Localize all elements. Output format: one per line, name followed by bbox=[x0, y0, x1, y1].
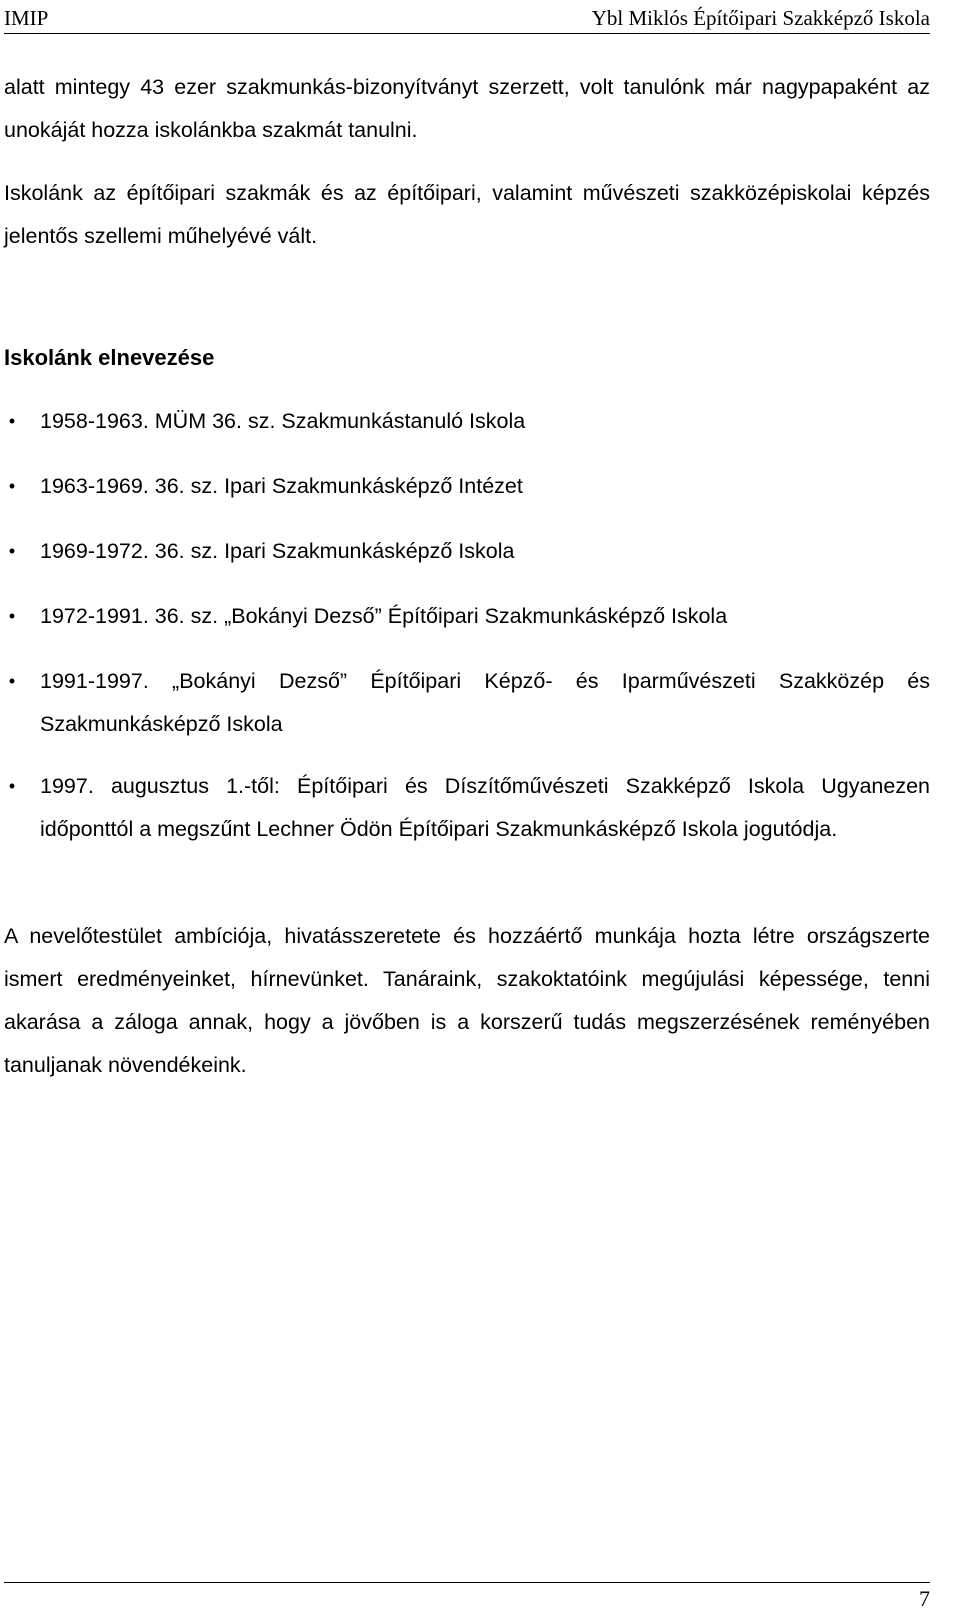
list-item-text: 1991-1997. „Bokányi Dezső” Építőipari Képző- és Iparművészeti Szakközép és Szakmunkásképző Iskola bbox=[40, 669, 930, 736]
header-left-label: IMIP bbox=[4, 6, 49, 30]
paragraph-staff: A nevelőtestület ambíciója, hivatásszeretete és hozzáértő munkája hozta létre országszerte ismert eredményeinket, hírnevünket. Tanáraink, szakoktatóink megújulási képessége, tenni akarása a záloga annak, hogy a jövőben is a korszerű tudás megszerzésének reményében tanuljanak növendékeink. bbox=[4, 924, 930, 1077]
list-item bbox=[0, 465, 930, 508]
list-item bbox=[0, 400, 930, 443]
list-item bbox=[0, 530, 930, 573]
list-item-text: 1958-1963. MÜM 36. sz. Szakmunkástanuló Iskola bbox=[40, 409, 526, 433]
paragraph-workshop: Iskolánk az építőipari szakmák és az építőipari, valamint művészeti szakközépiskolai képzés jelentős szellemi műhelyévé vált. bbox=[4, 181, 930, 248]
bullet-icon: • bbox=[8, 606, 16, 626]
list-item-text: 1963-1969. 36. sz. Ipari Szakmunkásképző Intézet bbox=[40, 474, 523, 498]
header-school-name: Ybl Miklós Építőipari Szakképző Iskola bbox=[591, 6, 930, 30]
bullet-icon: • bbox=[8, 476, 16, 496]
paragraph-intro: alatt mintegy 43 ezer szakmunkás-bizonyítványt szerzett, volt tanulónk már nagypapaként az unokáját hozza iskolánkba szakmát tanulni. bbox=[4, 75, 930, 142]
list-item-text: 1972-1991. 36. sz. „Bokányi Dezső” Építőipari Szakmunkásképző Iskola bbox=[40, 604, 728, 628]
list-item-text: 1997. augusztus 1.-től: Építőipari és Díszítőművészeti Szakképző Iskola Ugyanezen időponttól a megszűnt Lechner Ödön Építőipari Szakmunkásképző Iskola jogutódja. bbox=[40, 774, 930, 841]
bullet-icon: • bbox=[8, 776, 16, 796]
page-number: 7 bbox=[4, 1582, 930, 1613]
list-item bbox=[0, 660, 930, 746]
page-header bbox=[4, 0, 930, 34]
list-item bbox=[0, 765, 930, 851]
school-name-list bbox=[0, 400, 930, 873]
section-heading: Iskolánk elnevezése bbox=[4, 345, 215, 370]
list-item-text: 1969-1972. 36. sz. Ipari Szakmunkásképző Iskola bbox=[40, 539, 515, 563]
bullet-icon: • bbox=[8, 541, 16, 561]
list-item bbox=[0, 595, 930, 638]
bullet-icon: • bbox=[8, 671, 16, 691]
bullet-icon: • bbox=[8, 411, 16, 431]
